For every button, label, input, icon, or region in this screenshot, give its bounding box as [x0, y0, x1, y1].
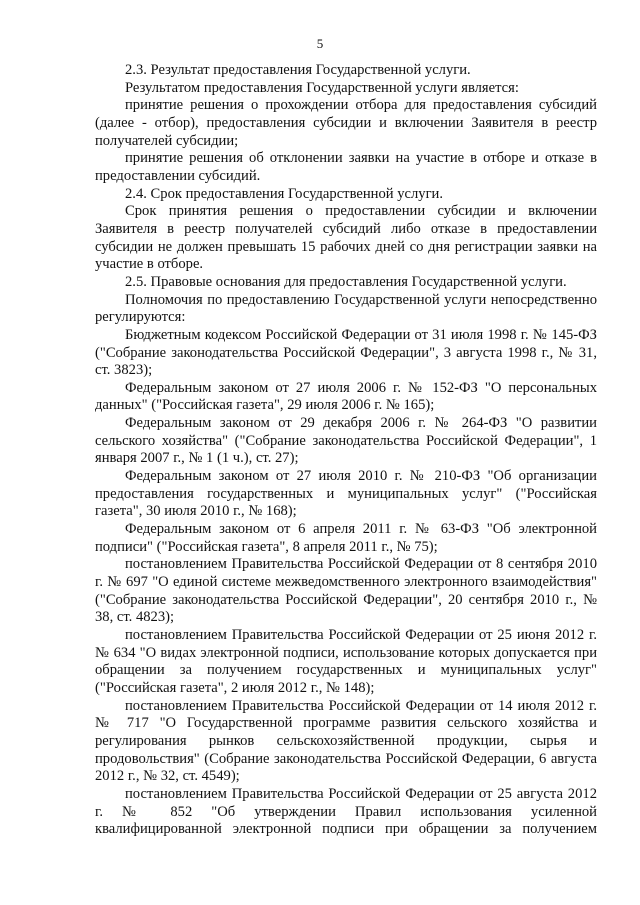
paragraph-result-approval: принятие решения о прохождении отбора для предоставления субсидий (далее - отбор), предоставления субсидии и включении Заявителя в реестр получателей субсидии;	[95, 97, 597, 149]
paragraph-term-decision: Срок принятия решения о предоставлении субсидии и включении Заявителя в реестр получателей субсидий либо отказе в предоставлении субсидии не должен превышать 15 рабочих дней со дня регистрации заявки на участие в отборе.	[95, 203, 597, 273]
paragraph-resolution-717: постановлением Правительства Российской Федерации от 14 июля 2012 г. № 717 "О Государственной программе развития сельского хозяйства и регулирования рынков сельскохозяйственной продукции, сырья и продовольствия" (Собрание законодательства Российской Федерации, 6 августа 2012 г., № 32, ст. 4549);	[95, 697, 597, 785]
paragraph-section-2-4-heading: 2.4. Срок предоставления Государственной услуги.	[125, 185, 444, 202]
paragraph-resolution-852: постановлением Правительства Российской Федерации от 25 августа 2012 г. № 852 "Об утверждении Правил использования усиленной квалифицированной электронной подписи при обращении за получением	[95, 785, 597, 838]
paragraph-section-2-3-heading: 2.3. Результат предоставления Государственной услуги.	[125, 62, 471, 78]
paragraph-law-152fz: Федеральным законом от 27 июля 2006 г. № 152-ФЗ "О персональных данных" ("Российская газета", 29 июля 2006 г. № 165);	[95, 379, 597, 414]
paragraph-section-2-5-heading: 2.5. Правовые основания для предоставления Государственной услуги.	[125, 273, 567, 290]
paragraph-result-intro: Результатом предоставления Государственной услуги является:	[125, 79, 519, 96]
paragraph-resolution-697: постановлением Правительства Российской Федерации от 8 сентября 2010 г. № 697 "О единой системе межведомственного электронного взаимодействия" ("Собрание законодательства Российской Федерации", 20 сентября 2010 г., № 38, ст. 4823);	[95, 556, 597, 626]
paragraph-powers-intro: Полномочия по предоставлению Государственной услуги непосредственно регулируются:	[95, 291, 597, 326]
paragraph-result-rejection: принятие решения об отклонении заявки на участие в отборе и отказе в предоставлении субсидий.	[95, 150, 597, 184]
document-body	[95, 62, 597, 839]
paragraph-resolution-634: постановлением Правительства Российской Федерации от 25 июня 2012 г. № 634 "О видах электронной подписи, использование которых допускается при обращении за получением государственных и муниципальных услуг" ("Российская газета", 2 июля 2012 г., № 148);	[95, 627, 597, 696]
paragraph-law-264fz: Федеральным законом от 29 декабря 2006 г. № 264-ФЗ "О развитии сельского хозяйства" ("Собрание законодательства Российской Федерации", 1 января 2007 г., № 1 (1 ч.), ст. 27);	[95, 415, 597, 467]
paragraph-law-63fz: Федеральным законом от 6 апреля 2011 г. № 63-ФЗ "Об электронной подписи" ("Российская газета", 8 апреля 2011 г., № 75);	[95, 521, 597, 555]
page-number: 5	[316, 36, 324, 51]
paragraph-law-budget-code: Бюджетным кодексом Российской Федерации от 31 июля 1998 г. № 145-ФЗ ("Собрание законодательства Российской Федерации", 3 августа 1998 г., № 31, ст. 3823);	[95, 326, 597, 379]
paragraph-law-210fz: Федеральным законом от 27 июля 2010 г. № 210-ФЗ "Об организации предоставления государственных и муниципальных услуг" ("Российская газета", 30 июля 2010 г., № 168);	[95, 468, 597, 520]
